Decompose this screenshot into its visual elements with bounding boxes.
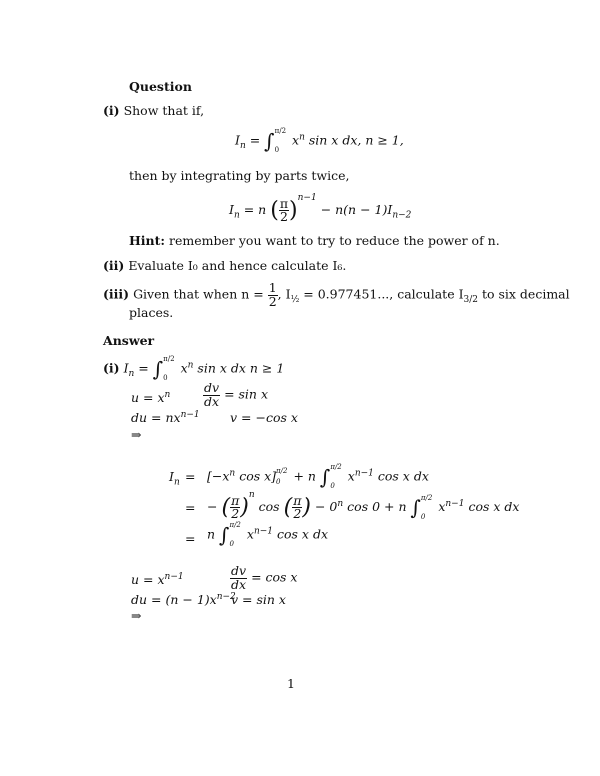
answer-heading: Answer <box>103 333 155 348</box>
hint-line <box>129 233 500 248</box>
answer-i-symbol: I <box>123 360 129 376</box>
bracket-limits: π/2 0 <box>276 467 288 486</box>
frac-den: 2 <box>231 506 240 521</box>
eq-sub: n <box>239 141 246 151</box>
frac-den: 2 <box>279 209 288 224</box>
deriv-line-2: − ( $\frac{\pi}{2}$ )$^n$ cos ( $\frac{\pi}{2}$ ) − $0^n$ cos 0 + n ∫ π/2 0 $x^{n-1}$ cos x dx <box>207 490 520 521</box>
deriv-line-3 <box>207 522 328 548</box>
dv2-line <box>230 565 297 591</box>
deriv-lhs <box>169 469 180 488</box>
eq-symbol: I <box>235 132 240 148</box>
u1-power: n <box>164 390 171 400</box>
integral-sign: ∫ <box>152 357 164 381</box>
integrand: x <box>292 132 300 148</box>
dv-dx-fraction <box>203 382 220 408</box>
answer-i-sub: n <box>128 369 135 379</box>
part-ii-line <box>103 258 346 273</box>
part-i-text: Show that if, <box>123 103 205 118</box>
eq2-sub: n <box>233 210 240 221</box>
paren: ( <box>270 198 279 223</box>
l1-a: [−x <box>207 468 230 484</box>
eq2-eq: = n <box>243 202 267 217</box>
integrand: x <box>347 468 355 484</box>
integral-limits: π/2 0 <box>229 521 241 548</box>
hint-text: remember you want to try to reduce the power of n. <box>169 233 500 248</box>
l3-a: n <box>207 526 216 542</box>
question-heading: Question <box>129 79 192 94</box>
part-iii-text-b: , I <box>277 286 291 302</box>
part-iii-sub2: 3/2 <box>463 295 478 305</box>
dv-dx-fraction <box>230 565 247 591</box>
half-num: 1 <box>268 280 277 295</box>
du2: du = (n − 1)x <box>131 592 217 608</box>
implies-arrow-2: ⇒ <box>131 608 142 623</box>
integrand: x <box>246 526 254 542</box>
u2-power: n−1 <box>164 572 184 582</box>
part-iii-text-a: Given that when n = <box>133 286 264 302</box>
deriv-lhs-sub: n <box>173 477 180 488</box>
integrand-rest: sin x dx, n ≥ 1, <box>308 132 404 148</box>
dv-num: dv <box>204 380 220 395</box>
integrand-power: n−1 <box>354 468 374 479</box>
v2-line: v = sin x <box>231 592 286 607</box>
frac-den: 2 <box>293 506 302 521</box>
dv2-rest: = cos x <box>251 569 298 585</box>
part-i-label: (i) <box>103 103 120 118</box>
integral-sign: ∫ <box>219 523 230 547</box>
half-den: 2 <box>268 293 277 309</box>
eq2-exp: n−1 <box>297 193 317 203</box>
part-iii-continuation: places. <box>129 305 174 320</box>
integral-sign: ∫ <box>264 129 275 153</box>
integral-sign: ∫ <box>319 465 331 489</box>
l2-e: cos x dx <box>468 499 520 514</box>
u1: u = x <box>131 390 165 406</box>
frac-num: π <box>231 492 240 508</box>
integral-limits: π/2 0 <box>163 355 175 382</box>
deriv-eq-1: = <box>185 469 196 484</box>
l1-d: cos x dx <box>377 468 429 484</box>
paren: ) <box>289 198 298 223</box>
integral-limits: π/2 0 <box>420 493 433 521</box>
part-iii-text-d: to six decimal <box>478 286 570 302</box>
then-text: then by integrating by parts twice, <box>129 168 350 183</box>
deriv-eq-2: = <box>185 500 196 515</box>
hint-label: Hint: <box>129 233 166 248</box>
answer-i-label: (i) <box>103 360 120 376</box>
l1-b: cos x] <box>239 468 277 484</box>
dv1-rest: = sin x <box>224 386 268 402</box>
du1: du = nx <box>131 410 181 426</box>
integrand: x <box>180 360 188 376</box>
l2-c-power: n <box>337 498 344 509</box>
integral-sign: ∫ <box>410 495 421 520</box>
part-iii-sub: ½ <box>290 295 300 305</box>
eq2-symbol: I <box>229 202 234 217</box>
pi-over-2 <box>230 492 240 521</box>
u2-line <box>131 572 184 587</box>
dv1-line <box>203 382 268 408</box>
pi-over-2 <box>279 195 289 224</box>
l2-d: cos 0 + n <box>347 499 407 514</box>
part-i-line <box>103 103 204 118</box>
du2-power: n−2 <box>216 592 236 602</box>
part-ii-label: (ii) <box>103 258 125 273</box>
eq2-rest-sub: n−2 <box>392 210 412 221</box>
integral-limits: π/2 0 <box>330 463 342 490</box>
eq2-rest: − n(n − 1)I <box>320 202 393 217</box>
dv-num: dv <box>231 563 247 578</box>
page-number: 1 <box>287 676 295 691</box>
l2-a: − <box>207 499 218 514</box>
du2-line <box>131 592 236 607</box>
pi-over-2 <box>292 492 302 521</box>
integrand-power: n−1 <box>253 526 274 537</box>
half-fraction <box>268 282 278 308</box>
frac-num: π <box>293 492 302 508</box>
equation-reduction <box>229 193 411 224</box>
part-iii-text-c: = 0.977451..., calculate I <box>299 286 464 302</box>
dv-den: dx <box>204 393 220 409</box>
integral-limits: π/2 0 <box>274 127 287 154</box>
du1-line <box>131 410 200 425</box>
integrand-power: n <box>299 132 305 143</box>
l3-b: cos x dx <box>277 526 328 542</box>
l1-c: + n <box>293 468 316 484</box>
answer-i-rest: sin x dx n ≥ 1 <box>197 360 285 376</box>
l2-c: − 0 <box>314 499 338 514</box>
integrand: x <box>438 499 446 514</box>
part-ii-text: Evaluate I₀ and hence calculate I₆. <box>128 258 347 273</box>
answer-i-line: (i) $I_n$ = ∫ π/2 0 $x^n$ sin x dx n ≥ 1 <box>103 355 285 382</box>
lim-lower: 0 <box>274 146 280 154</box>
integrand-power: n−1 <box>445 498 465 509</box>
v1-line: v = −cos x <box>230 410 298 425</box>
implies-arrow-1: ⇒ <box>131 427 142 442</box>
equation-In-definition: $I_n$ = ∫ π/2 0 $x^n$ sin x dx, n ≥ 1, <box>235 127 404 154</box>
dv-den: dx <box>231 576 247 592</box>
deriv-eq-3: = <box>185 531 196 546</box>
part-iii-label: (iii) <box>103 286 130 302</box>
deriv-line-1: [$-x^n$ cos x] π/2 0 + n ∫ π/2 0 $x^{n-1}$ cos x dx <box>207 463 429 490</box>
du1-power: n−1 <box>180 410 200 420</box>
frac-num: π <box>279 195 289 211</box>
deriv-lhs-symbol: I <box>169 469 174 484</box>
lim-upper: π <box>274 127 280 135</box>
u1-line <box>131 390 170 405</box>
l2-b: cos <box>258 499 280 514</box>
lim-upper-den: 2 <box>281 127 287 135</box>
u2: u = x <box>131 572 165 588</box>
